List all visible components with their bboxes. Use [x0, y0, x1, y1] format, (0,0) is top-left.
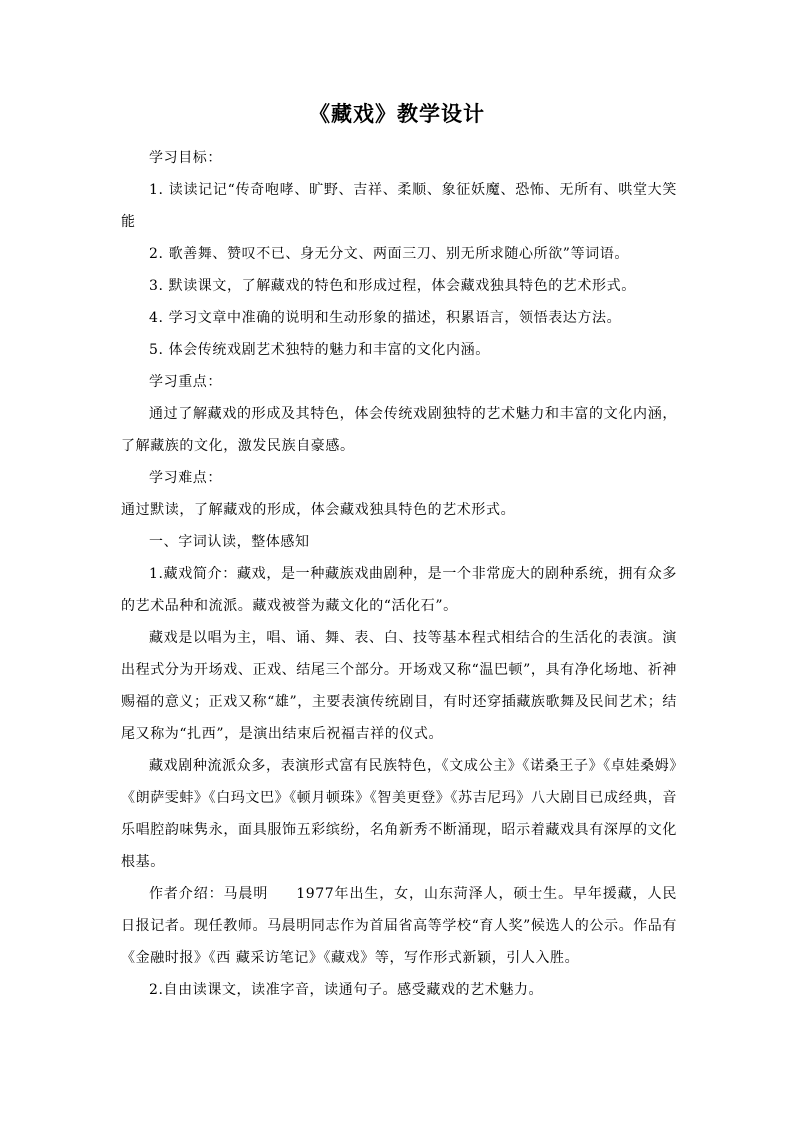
goals-heading: 学习目标： — [149, 150, 222, 166]
goal-item-1: 1. 读读记记“传奇咆哮、旷野、吉祥、柔顺、象征妖魔、恐怖、无所有、哄堂大笑能 — [121, 182, 677, 230]
key-points-heading: 学习重点： — [149, 374, 222, 390]
goal-item-4: 4. 学习文章中准确的说明和生动形象的描述，积累语言，领悟表达方法。 — [149, 310, 622, 326]
author-details: 1977年出生，女，山东菏泽人，硕士生。早年援藏，人民日报记者。现任教师。马晨明同志作为首届省高等学校“育人奖”候选人的公示。作品有《金融时报》《西 藏采访笔记》《藏戏》等，写作形式新颖，引人入胜。 — [121, 886, 677, 966]
goal-item-3: 3. 默读课文，了解藏戏的特色和形成过程，体会藏戏独具特色的艺术形式。 — [149, 278, 636, 294]
reading-task-paragraph: 2.自由读课文，读准字音，读通句子。感受藏戏的艺术魅力。 — [149, 982, 544, 998]
key-points-text: 通过了解藏戏的形成及其特色，体会传统戏剧独特的艺术魅力和丰富的文化内涵，了解藏族的文化，激发民族自豪感。 — [121, 406, 677, 454]
genres-paragraph: 藏戏剧种流派众多，表演形式富有民族特色，《文成公主》《诺桑王子》《卓娃桑姆》《朗萨雯蚌》《白玛文巴》《顿月顿珠》《智美更登》《苏吉尼玛》八大剧目已成经典，音乐唱腔韵味隽永，面具服饰五彩缤纷，名角新秀不断涌现，昭示着藏戏具有深厚的文化根基。 — [121, 758, 677, 870]
form-paragraph: 藏戏是以唱为主，唱、诵、舞、表、白、技等基本程式相结合的生活化的表演。演出程式分为开场戏、正戏、结尾三个部分。开场戏又称“温巴顿”，具有净化场地、祈神赐福的意义；正戏又称“雄”，主要表演传统剧目，有时还穿插藏族歌舞及民间艺术；结尾又称为“扎西”，是演出结束后祝福吉祥的仪式。 — [121, 630, 677, 742]
section-heading: 一、字词认读，整体感知 — [149, 534, 310, 550]
intro-paragraph: 1.藏戏简介：藏戏，是一种藏族戏曲剧种，是一个非常庞大的剧种系统，拥有众多的艺术品种和流派。藏戏被誉为藏文化的“活化石”。 — [121, 566, 677, 614]
document-body — [121, 142, 677, 1006]
author-paragraph — [121, 878, 677, 974]
author-lead: 作者介绍：马晨明 — [149, 886, 269, 902]
document-title: 《藏戏》教学设计 — [309, 102, 485, 126]
difficulty-text: 通过默读，了解藏戏的形成，体会藏戏独具特色的艺术形式。 — [121, 502, 516, 518]
goal-item-5: 5. 体会传统戏剧艺术独特的魅力和丰富的文化内涵。 — [149, 342, 490, 358]
goal-item-2: 2. 歌善舞、赞叹不已、身无分文、两面三刀、别无所求随心所欲”等词语。 — [149, 246, 629, 262]
difficulty-heading: 学习难点： — [149, 470, 222, 486]
